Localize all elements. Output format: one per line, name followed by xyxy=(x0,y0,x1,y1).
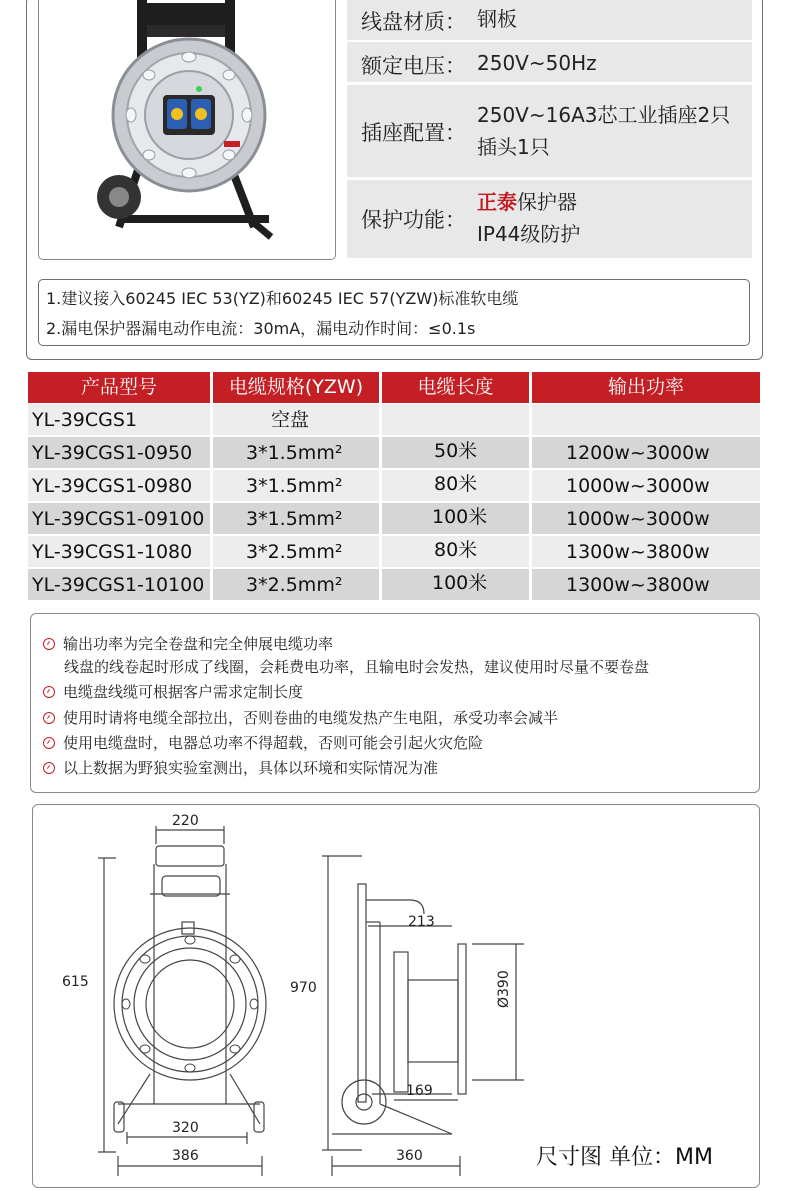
column-divider xyxy=(210,372,213,600)
spec-row-socket xyxy=(347,85,752,177)
dimension-height-front: 615 xyxy=(62,974,89,990)
cell-power: 1200w~3000w xyxy=(566,442,710,464)
spec-value: 钢板 xyxy=(477,7,517,31)
cell-length: 100米 xyxy=(432,506,488,528)
cell-spec: 3*1.5mm² xyxy=(246,442,343,464)
cell-length: 80米 xyxy=(434,473,478,495)
column-divider xyxy=(379,372,382,600)
cell-power: 1300w~3800w xyxy=(566,574,710,596)
spec-value: IP44级防护 xyxy=(477,222,581,246)
cell-length: 50米 xyxy=(434,440,478,462)
cell-power: 1000w~3000w xyxy=(566,475,710,497)
brand-name: 正泰 xyxy=(477,190,517,214)
notice-box xyxy=(30,613,760,793)
spec-value xyxy=(477,186,577,218)
cell-model: YL-39CGS1-09100 xyxy=(32,508,205,530)
note-line: 1.建议接入60245 IEC 53(YZ)和60245 IEC 57(YZW)标准软电缆 xyxy=(46,289,519,308)
cell-model: YL-39CGS1-10100 xyxy=(32,574,205,596)
spec-row-material xyxy=(347,0,752,40)
cell-length: 100米 xyxy=(432,572,488,594)
table-header-length: 电缆长度 xyxy=(382,372,529,403)
clock-icon xyxy=(43,638,55,650)
spec-label: 保护功能： xyxy=(361,208,466,232)
dimension-height-side: 970 xyxy=(290,980,317,996)
dimension-base-width: 386 xyxy=(172,1148,199,1164)
spec-label: 线盘材质： xyxy=(361,10,466,34)
dimension-width-top: 220 xyxy=(172,813,199,829)
table-header-power: 输出功率 xyxy=(532,372,760,403)
notice-item: 输出功率为完全卷盘和完全伸展电缆功率 xyxy=(43,633,333,654)
dimension-drum-depth: 169 xyxy=(406,1083,433,1099)
table-row xyxy=(28,404,760,435)
cell-spec: 3*1.5mm² xyxy=(246,475,343,497)
cell-power: 1300w~3800w xyxy=(566,541,710,563)
dimension-drawing xyxy=(32,804,758,1186)
spec-value: 250V~50Hz xyxy=(477,51,597,75)
spec-row-protection xyxy=(347,180,752,258)
spec-value: 250V~16A3芯工业插座2只 xyxy=(477,103,731,127)
clock-icon xyxy=(43,737,55,749)
clock-icon xyxy=(43,762,55,774)
dimension-handle-depth: 213 xyxy=(408,914,435,930)
spec-value-rest: 保护器 xyxy=(517,190,577,214)
cell-model: YL-39CGS1-1080 xyxy=(32,541,193,563)
notice-item: 以上数据为野狼实验室测出，具体以环境和实际情况为准 xyxy=(43,757,438,778)
clock-icon xyxy=(43,686,55,698)
note-line: 2.漏电保护器漏电动作电流：30mA，漏电动作时间：≤0.1s xyxy=(46,319,476,338)
cell-length: 80米 xyxy=(434,539,478,561)
table-header-model: 产品型号 xyxy=(28,372,210,403)
cable-note-box xyxy=(38,279,750,346)
cell-spec: 3*1.5mm² xyxy=(246,508,343,530)
spec-label: 插座配置： xyxy=(361,121,466,145)
spec-label: 额定电压： xyxy=(361,54,466,78)
dimension-caption: 尺寸图 单位：MM xyxy=(536,1145,713,1170)
table-header-spec: 电缆规格(YZW) xyxy=(213,372,379,403)
spec-value: 插头1只 xyxy=(477,135,550,159)
cell-spec: 3*2.5mm² xyxy=(246,541,343,563)
cell-power: 1000w~3000w xyxy=(566,508,710,530)
notice-item: 使用电缆盘时，电器总功率不得超载，否则可能会引起火灾危险 xyxy=(43,732,483,753)
cell-model: YL-39CGS1-0950 xyxy=(32,442,193,464)
spec-row-voltage xyxy=(347,42,752,82)
notice-item: 使用时请将电缆全部拉出，否则卷曲的电缆发热产生电阻，承受功率会减半 xyxy=(43,707,558,728)
cell-spec: 空盘 xyxy=(271,409,310,431)
cell-model: YL-39CGS1-0980 xyxy=(32,475,193,497)
product-image-box xyxy=(38,0,336,260)
notice-item: 电缆盘线缆可根据客户需求定制长度 xyxy=(43,681,303,702)
cell-model: YL-39CGS1 xyxy=(32,409,138,431)
column-divider xyxy=(529,372,532,600)
dimension-diameter: Ø390 xyxy=(496,970,512,1008)
dimension-wheel-span: 320 xyxy=(172,1120,199,1136)
cable-reel-image xyxy=(39,0,335,259)
notice-item-continued: 线盘的线卷起时形成了线圈，会耗费电功率，且输电时会发热，建议使用时尽量不要卷盘 xyxy=(64,658,650,676)
clock-icon xyxy=(43,712,55,724)
cell-spec: 3*2.5mm² xyxy=(246,574,343,596)
dimension-base-depth: 360 xyxy=(396,1148,423,1164)
